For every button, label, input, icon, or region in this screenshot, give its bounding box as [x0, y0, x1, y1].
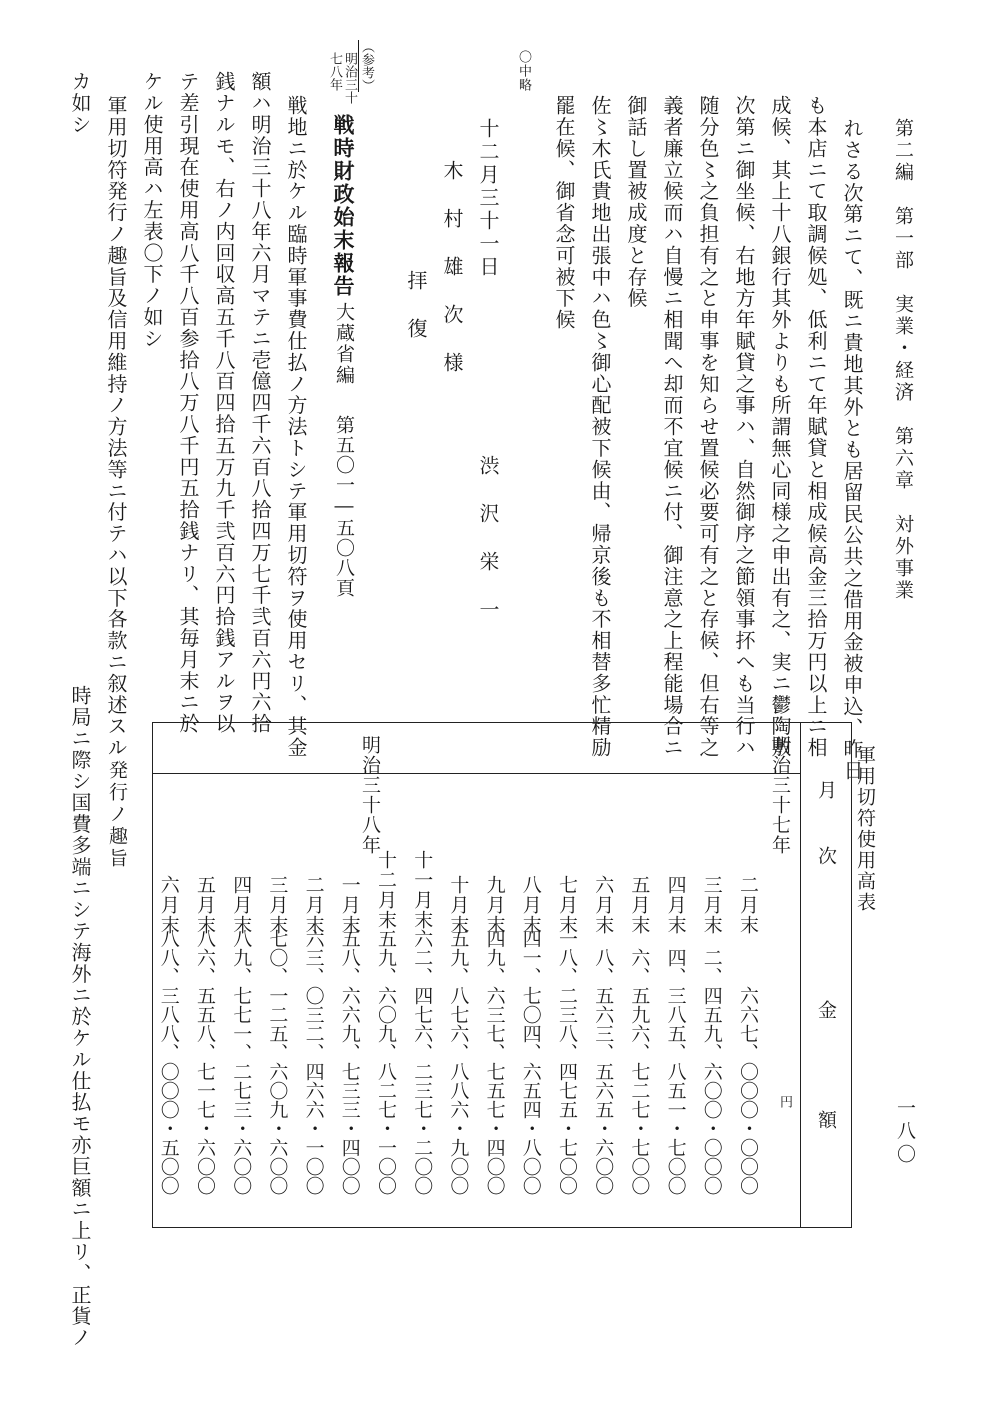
- letter-line: も本店ニて取調候処、低利ニて年賦貸と相成候高金三拾万円以上ニ相: [804, 95, 828, 759]
- table-row-amount: 四九、六三七、七五七・四〇〇: [483, 929, 506, 1195]
- table-row-amount: 五八、六六九、七三三・四〇〇: [338, 929, 361, 1195]
- letter-recipient: 木 村 雄 次 様: [440, 160, 464, 376]
- reference-line: 軍用切符発行ノ趣旨及信用維持ノ方法等ニ付テハ以下各款ニ叙述スル: [104, 95, 128, 759]
- table-row-amount: 六三、〇三二、四六六・一〇〇: [302, 929, 325, 1195]
- table-row-amount: 二、四五九、六〇〇・〇〇〇: [700, 948, 723, 1195]
- reference-line: 額ハ明治三十八年六月マテニ壱億四千六百八拾四万七千弐百六円六拾: [248, 71, 272, 735]
- table-row-amount: 八六、五五八、七一七・六〇〇: [194, 929, 216, 1195]
- reference-label: （参考）: [359, 40, 374, 92]
- reference-source: 大蔵省編: [333, 302, 355, 386]
- letter-line: 佐〻木氏貴地出張中ハ色〻御心配被下候由、帰京後も不相替多忙精励: [588, 95, 612, 759]
- reference-title: 戦時財政始末報告: [331, 114, 356, 298]
- table-row-month: 三月末: [700, 875, 723, 935]
- letter-line: 義者廉立候而ハ自慢ニ相聞へ却而不宜候ニ付、御注意之上程能場合ニ: [660, 95, 684, 759]
- table-row-amount: 四一、七〇四、六五四・八〇〇: [519, 929, 542, 1195]
- table-row-amount: 四、三八五、八五一・七〇〇: [664, 948, 687, 1195]
- table-row-amount: 六二、四七六、二三七・二〇〇: [411, 929, 434, 1195]
- letter-line: 成候、其上十八銀行其外よりも所謂無心同様之申出有之、実ニ鬱陶敷: [768, 95, 792, 759]
- table-row-month: 二月末: [737, 875, 759, 935]
- table-year: 明治三十八年: [359, 735, 381, 855]
- table-row-month: 四月末: [664, 875, 687, 935]
- reference-line: ケル使用高ハ左表〇下ノ如シ: [140, 71, 164, 350]
- reference-line: テ差引現在使用高八千八百参拾八万八千円五拾銭ナリ、其毎月末ニ於: [176, 71, 200, 735]
- table-divider: [800, 722, 801, 1228]
- table-row-month: 六月末: [592, 875, 615, 935]
- section-line: 時局ニ際シ国費多端ニシテ海外ニ於ケル仕払モ亦巨額ニ上リ、正貨ノ: [68, 685, 92, 1349]
- table-row-amount: 五九、六〇九、八二七・一〇〇: [375, 929, 397, 1195]
- letter-line: 罷在候、御省念可被下候: [552, 95, 576, 331]
- table-row-amount: 八八、三八八、〇〇〇・五〇〇: [157, 929, 180, 1195]
- reference-pages: 第五〇一―五〇八頁: [333, 415, 355, 598]
- page-number: 一八〇: [894, 1098, 916, 1167]
- reference-year: 明治三十: [342, 52, 357, 104]
- letter-line: 随分色〻之負担有之と申事を知らせ置候必要可有之と存候、但右等之: [696, 95, 720, 759]
- table-row-amount: 八、五六三、五六五・六〇〇: [592, 948, 615, 1195]
- table-row-month: 八月末: [519, 875, 542, 935]
- running-title: 第二編 第一部 実業・経済 第六章 対外事業: [892, 118, 914, 602]
- letter-line: れさる次第ニて、既ニ貴地其外とも居留民公共之借用金被申込、昨日: [840, 118, 864, 782]
- omission-note: 〇中略: [516, 50, 531, 92]
- table-row-month: 一月末: [338, 875, 361, 935]
- table-row-month: 七月末: [556, 875, 578, 935]
- table-title: 軍用切符使用高表: [854, 745, 876, 913]
- table-year: 明治三十七年: [769, 735, 791, 855]
- table-row-month: 十二月末: [375, 850, 397, 930]
- table-unit: 円: [777, 1095, 792, 1108]
- letter-line: 次第ニ御坐候、右地方年賦貸之事ハ、自然御序之節領事抔へも当行ハ: [732, 95, 756, 759]
- table-row-month: 二月末: [302, 875, 325, 935]
- reference-line: 戦地ニ於ケル臨時軍事費仕払ノ方法トシテ軍用切符ヲ使用セリ、其金: [284, 95, 308, 759]
- table-row-month: 三月末: [266, 875, 289, 935]
- table-row-amount: 五九、八七六、八八六・九〇〇: [447, 929, 470, 1195]
- section-heading: 発行ノ趣旨: [106, 760, 128, 870]
- table-row-month: 十一月末: [411, 850, 434, 930]
- table-row-month: 五月末: [194, 875, 216, 935]
- reference-line: 銭ナルモ、右ノ内回収高五千八百四拾五万九千弐百六円拾銭アルヲ以: [212, 71, 236, 735]
- letter-closing: 拝 復: [404, 270, 428, 342]
- table-row-amount: 七〇、一二五、六〇九・六〇〇: [266, 929, 289, 1195]
- table-row-month: 十月末: [447, 875, 470, 935]
- table-row-amount: 六、五九六、七二七・七〇〇: [628, 948, 651, 1195]
- table-row-amount: 六六七、〇〇〇・〇〇〇: [737, 986, 759, 1195]
- table-row-amount: 一八、二三八、四七五・七〇〇: [556, 929, 578, 1195]
- letter-date: 十二月三十一日: [476, 118, 500, 279]
- table-header-rule: [152, 773, 801, 774]
- table-header-month: 月 次: [815, 780, 837, 868]
- table-header-amount: 金 額: [815, 1000, 837, 1132]
- table-row-month: 五月末: [628, 875, 651, 935]
- table-row-amount: 八九、七七一、二七三・六〇〇: [230, 929, 253, 1195]
- letter-sender: 渋 沢 栄 一: [476, 455, 500, 623]
- table-row-month: 六月末: [157, 875, 180, 935]
- table-row-month: 九月末: [483, 875, 506, 935]
- reference-year: 七八年: [327, 52, 342, 91]
- table-row-month: 四月末: [230, 875, 253, 935]
- letter-line: 御話し置被成度と存候: [624, 95, 648, 309]
- reference-line: カ如シ: [68, 71, 92, 136]
